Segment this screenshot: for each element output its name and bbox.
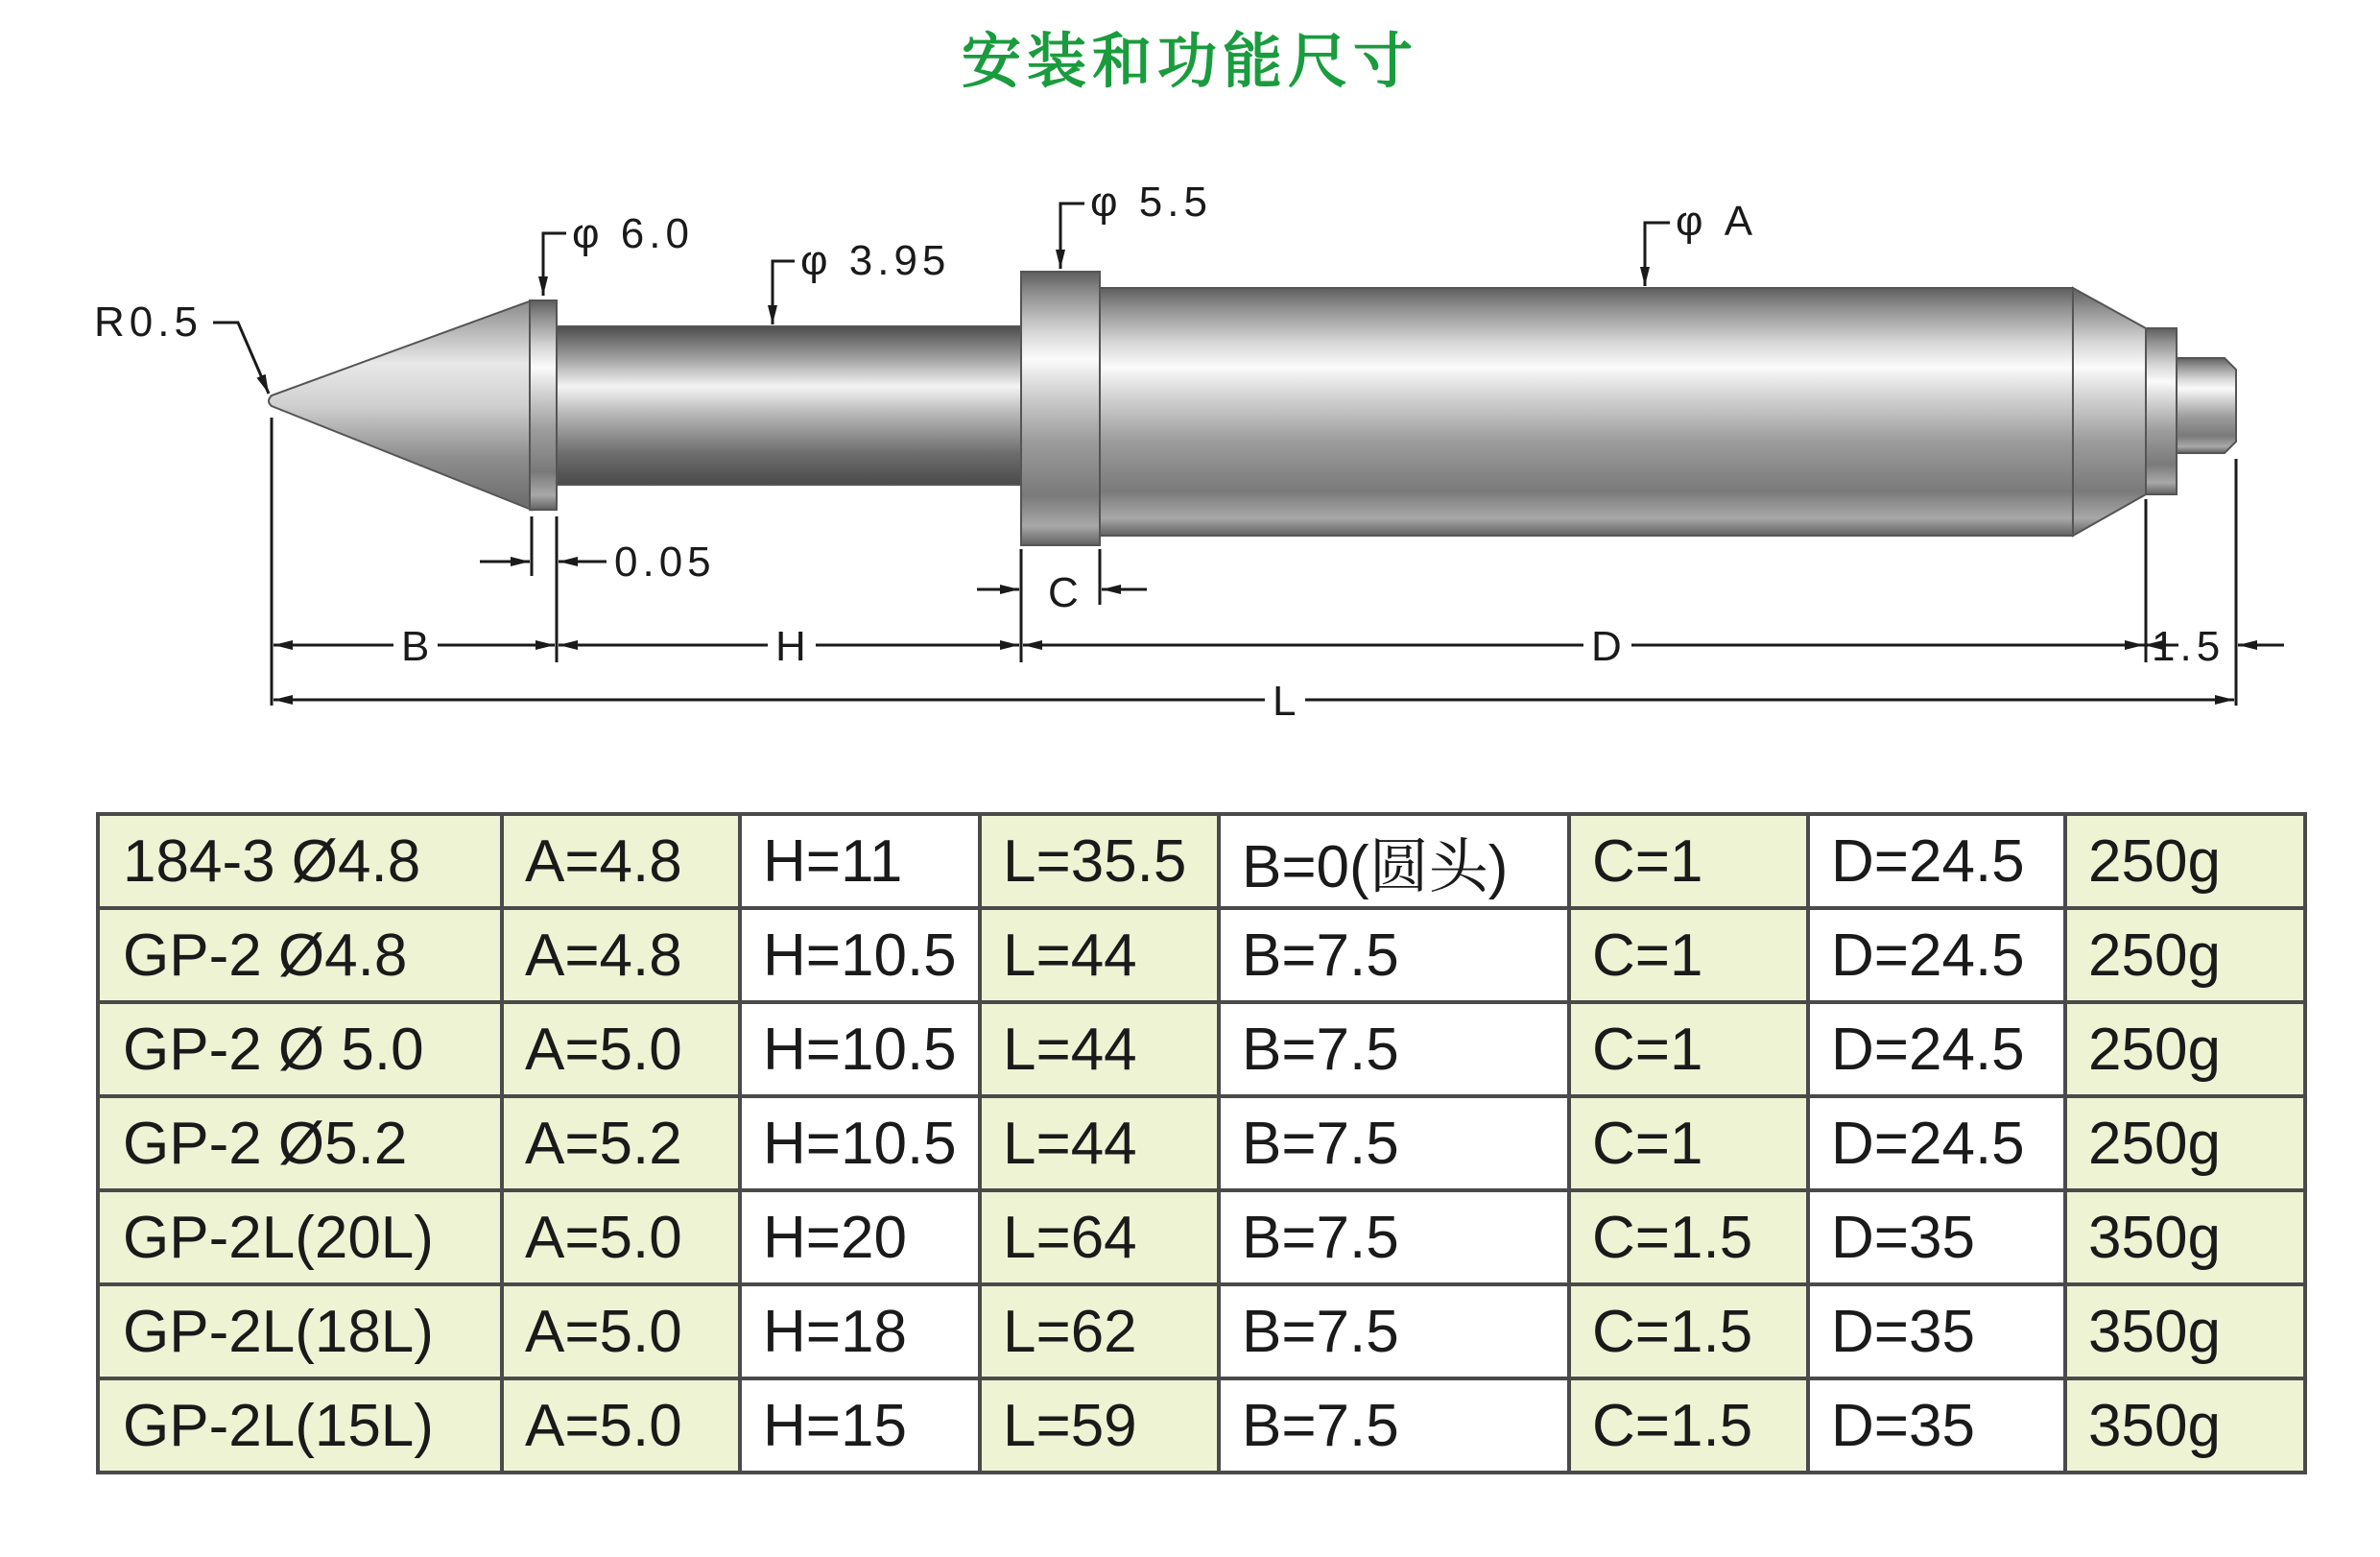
d-cell: D=35 [1808, 1378, 2065, 1473]
d-cell: D=35 [1808, 1284, 2065, 1378]
main-body [1100, 288, 2073, 536]
a-cell: A=5.0 [502, 1190, 740, 1284]
b-cell: B=0(圆头) [1219, 814, 1569, 908]
d-cell: D=24.5 [1808, 814, 2065, 908]
seg-h-label: H [775, 623, 806, 670]
a-cell: A=4.8 [502, 908, 740, 1002]
l-cell: L=44 [980, 1096, 1219, 1190]
c-cell: C=1.5 [1569, 1284, 1808, 1378]
phi-collar-label: φ 5.5 [1090, 179, 1212, 226]
neck-shaft [557, 326, 1023, 485]
model-cell: 184-3 Ø4.8 [98, 814, 502, 908]
seg-b-label: B [401, 623, 430, 670]
model-cell: GP-2 Ø 5.0 [98, 1002, 502, 1096]
weight-cell: 250g [2065, 908, 2305, 1002]
phi-cone-label: φ 6.0 [572, 210, 694, 257]
total-length-label: L [1273, 678, 1297, 725]
phi-neck-leader [773, 261, 795, 324]
collar [1021, 272, 1100, 545]
table-row [98, 1284, 2305, 1378]
table-row [98, 1190, 2305, 1284]
h-cell: H=10.5 [740, 1002, 980, 1096]
r-tip-leader [213, 323, 269, 394]
table-row [98, 908, 2305, 1002]
table-row [98, 1096, 2305, 1190]
model-cell: GP-2 Ø4.8 [98, 908, 502, 1002]
phi-body-leader [1645, 223, 1670, 286]
rear-step [2146, 328, 2177, 494]
b-cell: B=7.5 [1219, 908, 1569, 1002]
a-cell: A=5.0 [502, 1378, 740, 1473]
phi-neck-label: φ 3.95 [800, 237, 951, 284]
table-row [98, 1378, 2305, 1473]
c-cell: C=1 [1569, 1096, 1808, 1190]
weight-cell: 350g [2065, 1378, 2305, 1473]
weight-cell: 250g [2065, 1096, 2305, 1190]
a-cell: A=5.0 [502, 1284, 740, 1378]
phi-collar-leader [1060, 204, 1084, 269]
a-cell: A=4.8 [502, 814, 740, 908]
l-cell: L=35.5 [980, 814, 1219, 908]
weight-cell: 250g [2065, 814, 2305, 908]
spec-table [96, 812, 2307, 1474]
weight-cell: 350g [2065, 1190, 2305, 1284]
l-cell: L=64 [980, 1190, 1219, 1284]
d-cell: D=24.5 [1808, 908, 2065, 1002]
model-cell: GP-2L(20L) [98, 1190, 502, 1284]
b-cell: B=7.5 [1219, 1190, 1569, 1284]
h-cell: H=20 [740, 1190, 980, 1284]
h-cell: H=11 [740, 814, 980, 908]
a-cell: A=5.2 [502, 1096, 740, 1190]
c-cell: C=1 [1569, 1002, 1808, 1096]
model-cell: GP-2L(15L) [98, 1378, 502, 1473]
weight-cell: 350g [2065, 1284, 2305, 1378]
b-cell: B=7.5 [1219, 1284, 1569, 1378]
d-cell: D=24.5 [1808, 1002, 2065, 1096]
phi-body-label: φ A [1676, 198, 1758, 245]
rear-taper [2073, 288, 2146, 536]
h-cell: H=10.5 [740, 908, 980, 1002]
b-cell: B=7.5 [1219, 1002, 1569, 1096]
model-cell: GP-2L(18L) [98, 1284, 502, 1378]
c-cell: C=1 [1569, 908, 1808, 1002]
end-length-label: 1.5 [2152, 623, 2225, 670]
c-cell: C=1.5 [1569, 1190, 1808, 1284]
c-cell: C=1 [1569, 814, 1808, 908]
l-cell: L=44 [980, 908, 1219, 1002]
phi-cone-leader [543, 233, 566, 296]
model-cell: GP-2 Ø5.2 [98, 1096, 502, 1190]
l-cell: L=44 [980, 1002, 1219, 1096]
cone-rim [530, 300, 557, 510]
h-cell: H=15 [740, 1378, 980, 1473]
table-row [98, 814, 2305, 908]
r-tip-label: R0.5 [94, 299, 202, 346]
c-cell: C=1.5 [1569, 1378, 1808, 1473]
page-title: 安装和功能尺寸 [961, 26, 1418, 96]
h-cell: H=10.5 [740, 1096, 980, 1190]
collar-width-label: C [1048, 569, 1079, 616]
rear-pin [2177, 358, 2236, 453]
l-cell: L=59 [980, 1378, 1219, 1473]
table-row [98, 1002, 2305, 1096]
b-cell: B=7.5 [1219, 1096, 1569, 1190]
a-cell: A=5.0 [502, 1002, 740, 1096]
seg-d-label: D [1591, 623, 1622, 670]
b-cell: B=7.5 [1219, 1378, 1569, 1473]
weight-cell: 250g [2065, 1002, 2305, 1096]
cone-tip [269, 300, 532, 510]
d-cell: D=35 [1808, 1190, 2065, 1284]
l-cell: L=62 [980, 1284, 1219, 1378]
h-cell: H=18 [740, 1284, 980, 1378]
d-cell: D=24.5 [1808, 1096, 2065, 1190]
gap-label: 0.05 [614, 539, 716, 586]
